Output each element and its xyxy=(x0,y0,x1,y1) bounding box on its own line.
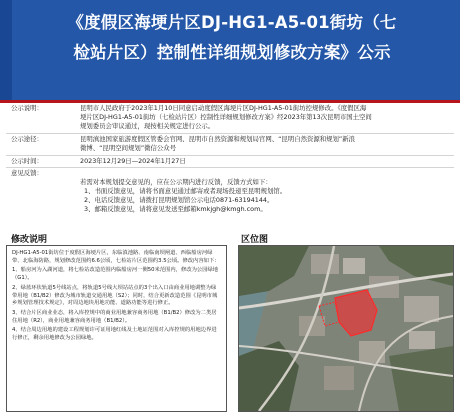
divider xyxy=(6,155,454,156)
description-line: 规划委员会审议通过，现按相关规定进行公示。 xyxy=(80,122,215,130)
page-title-line2: 检站片区）控制性详细规划修改方案》公示 xyxy=(73,43,391,62)
page-title xyxy=(18,8,446,68)
aerial-map-image xyxy=(239,246,453,411)
divider xyxy=(6,167,454,168)
header-stripe xyxy=(0,0,12,100)
description-label: 公示说明： xyxy=(11,104,43,112)
divider xyxy=(6,133,454,134)
period-text: 2023年12月29日—2024年1月27日 xyxy=(80,157,186,165)
modification-paragraph: DJ-HG1-A5-01街坊位于度假区海埂片区，东临滇池路、南临南坝闸道、西临船房河绿带、北临海防路，规划修改范围约6.6公顷，七检站片区范围约3.5公顷。修改内容如下： xyxy=(12,250,220,264)
channel-line: 昆明滇池国家旅游度假区管委会官网、昆明市自然资源和规划局官网、“昆明自然资源和规划”新浪 xyxy=(80,135,356,143)
description-line: 埂片区DJ-HG1-A5-01街坊（七检站片区）控制性详细规划修改方案》经2023年第13次昆明市国土空间 xyxy=(80,113,372,121)
channel-line: 微博、“昆明空间规划”微信公众号 xyxy=(80,144,177,152)
channel-label: 公示途径： xyxy=(11,135,43,143)
feedback-text xyxy=(80,178,450,214)
period-label: 公示时间： xyxy=(11,157,43,165)
feedback-label: 意见反馈： xyxy=(11,169,43,177)
location-section-title: 区位图 xyxy=(241,235,269,245)
description-text xyxy=(80,104,450,131)
modification-paragraph: 3、结合片区商业业态，将入库控规中的商业用地兼容商务用地（B1/B2）修改为二类居住用地（R2），商业用地兼容商务用地（B1/B2）。 xyxy=(12,309,217,324)
description-line: 昆明市人民政府于2023年1月10日同意启动度假区海埂片区DJ-HG1-A5-01街坊控规修改。《度假区海 xyxy=(80,104,367,112)
feedback-line: 若需对本规划提交意见的，应在公示期内进行反馈，反馈方式如下： xyxy=(80,178,272,186)
modification-text-box xyxy=(6,245,227,412)
feedback-line: 3、邮箱反馈意见，请将意见发送至邮箱kmkjgh@kmgh.com。 xyxy=(84,205,267,213)
accent-divider xyxy=(0,100,460,103)
channel-text xyxy=(80,135,450,153)
modification-section-title: 修改说明 xyxy=(11,235,48,245)
page-title-line1: 《度假区海埂片区DJ-HG1-A5-01街坊（七 xyxy=(67,13,397,32)
modification-paragraph: 1、船房河为入湖河道，将七检站改造范围内临船房河一侧50米范围内，修改为公园绿地（G1）。 xyxy=(12,267,219,282)
feedback-line: 2、电话反馈意见，请拨打昆明规划馆公示电话0871-63194144。 xyxy=(84,196,274,204)
modification-paragraph: 4、结合周边用地的建设工程规划许可证用地红线及土地证范围对入库控规的用地边界进行修正，剩余用地修改为公园绿地。 xyxy=(12,327,217,342)
location-map xyxy=(238,245,454,412)
feedback-line: 1、书面反馈意见，请将书面意见通过邮寄或者现场投递至昆明规划馆。 xyxy=(84,187,287,195)
header-banner xyxy=(0,0,460,100)
modification-paragraph: 2、绿蓝环状轨道5号线站点，将轨道5号线大坝站站点的3个出入口由商业用地调整为绿带用地（B1/B2）修改为城市轨道交通用地（S2）；同时，结合更新改造范围《昆明市城乡规划管理技术规定》，对周边地块用地功能、道路功能等进行修正。 xyxy=(12,284,218,307)
